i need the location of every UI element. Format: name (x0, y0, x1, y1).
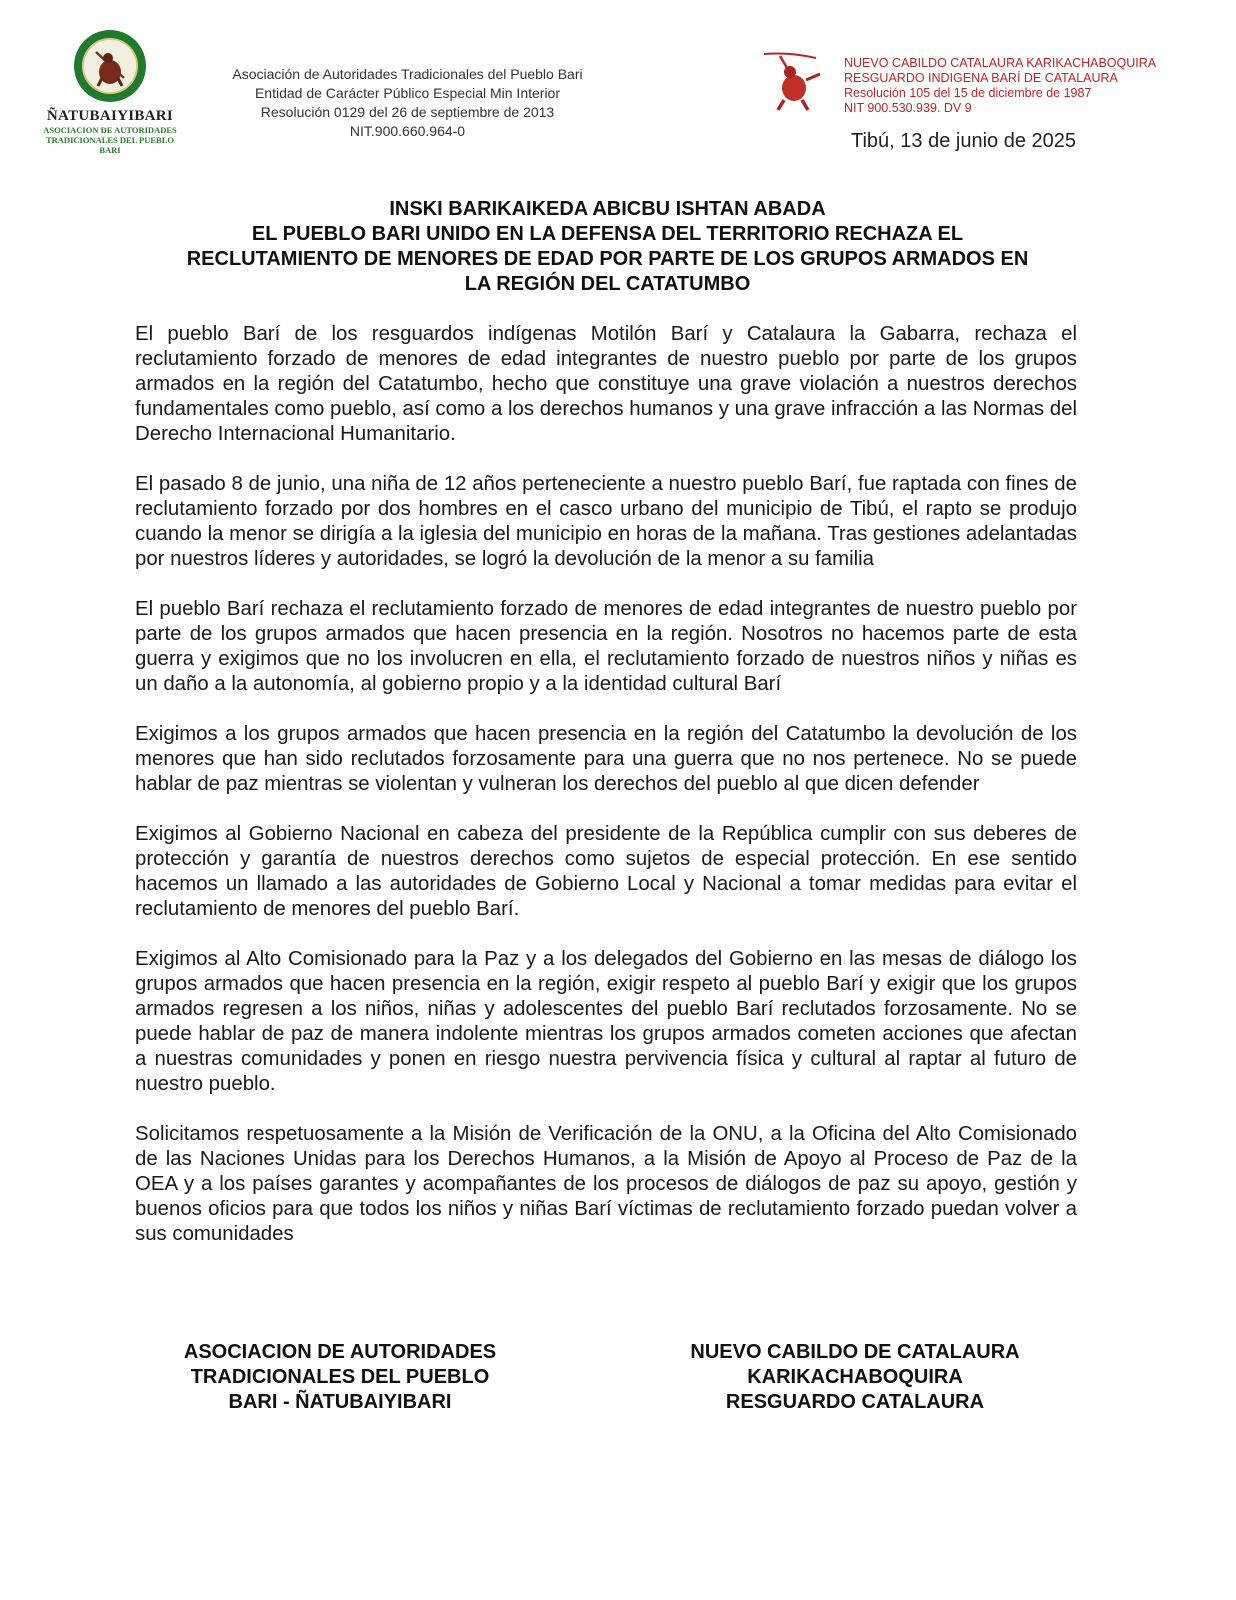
cabildo-resguardo: RESGUARDO INDIGENA BARÍ DE CATALAURA (844, 71, 1118, 85)
signature-line: BARI - ÑATUBAIYIBARI (228, 1391, 452, 1413)
paragraph: Solicitamos respetuosamente a la Misión de Verificación de la ONU, a la Oficina del Alto Comisionado de las Naciones Unidas para los Derechos Humanos, a la Misión de Apoyo al Proceso de Paz de la OEA y a los países garantes y acompañantes de los procesos de diálogos de paz su apoyo, gestión y buenos oficios para que todos los niños y niñas Barí víctimas de reclutamiento forzado puedan volver a sus comunidades (135, 1123, 1077, 1245)
cabildo-logo-icon (760, 50, 832, 112)
paragraph: Exigimos a los grupos armados que hacen presencia en la región del Catatumbo la devolución de los menores que han sido reclutados forzosamente para una guerra que no nos pertenece. No se puede hablar de paz mientras se violentan y vulneran los derechos del pueblo al que dicen defender (135, 723, 1077, 795)
title-line: RECLUTAMIENTO DE MENORES DE EDAD POR PARTE DE LOS GRUPOS ARMADOS EN (186, 248, 1029, 270)
paragraph: Exigimos al Gobierno Nacional en cabeza del presidente de la República cumplir con sus deberes de protección y garantía de nuestros derechos como sujetos de especial protección. En ese sentido hacemos un llamado a las autoridades de Gobierno Local y Nacional a tomar medidas para evitar el reclutamiento de menores del pueblo Barí. (135, 823, 1077, 920)
emblem-icon (72, 28, 148, 104)
paragraph: El pasado 8 de junio, una niña de 12 años perteneciente a nuestro pueblo Barí, fue raptada con fines de reclutamiento forzado por dos hombres en el casco urbano del municipio de Tibú, el rapto se produjo cuando la menor se dirigía a la iglesia del municipio en horas de la mañana. Tras gestiones adelantadas por nuestros líderes y autoridades, se logró la devolución de la menor a su familia (135, 473, 1077, 570)
logo-name: ÑATUBAIYIBARI (46, 108, 174, 124)
logo-subtitle-line2: TRADICIONALES DEL PUEBLO BARI (45, 135, 174, 155)
cabildo-name: NUEVO CABILDO CATALAURA KARIKACHABOQUIRA (844, 56, 1157, 70)
cabildo-nit: NIT 900.530.939. DV 9 (844, 101, 972, 115)
paragraph: El pueblo Barí de los resguardos indígenas Motilón Barí y Catalaura la Gabarra, rechaza el reclutamiento forzado de menores de edad integrantes de nuestro pueblo por parte de los grupos armados en la región del Catatumbo, hecho que constituye una grave violación a nuestros derechos fundamentales como pueblo, así como a los derechos humanos y una grave infracción a las Normas del Derecho Internacional Humanitario. (135, 323, 1077, 445)
logo-subtitle-line1: ASOCIACION DE AUTORIDADES (43, 125, 177, 135)
title-line: LA REGIÓN DEL CATATUMBO (464, 273, 751, 295)
signature-block-right (640, 1340, 1070, 1415)
association-entity: Entidad de Carácter Público Especial Min Interior (254, 85, 561, 101)
signature-line: TRADICIONALES DEL PUEBLO (190, 1366, 490, 1388)
signature-line: NUEVO CABILDO DE CATALAURA (690, 1341, 1020, 1363)
document-body (135, 322, 1077, 1272)
natubaiyibari-logo (40, 28, 180, 155)
association-resolution: Resolución 0129 del 26 de septiembre de 2013 (260, 104, 555, 120)
cabildo-resolution: Resolución 105 del 15 de diciembre de 1987 (844, 86, 1092, 100)
signature-block-left (130, 1340, 550, 1415)
title-line: INSKI BARIKAIKEDA ABICBU ISHTAN ABADA (389, 198, 826, 220)
title-line: EL PUEBLO BARI UNIDO EN LA DEFENSA DEL TERRITORIO RECHAZA EL (251, 223, 964, 245)
signature-line: ASOCIACION DE AUTORIDADES (183, 1341, 497, 1363)
association-header (210, 65, 605, 141)
paragraph: El pueblo Barí rechaza el reclutamiento forzado de menores de edad integrantes de nuestro pueblo por parte de los grupos armados que hacen presencia en la región. Nosotros no hacemos parte de esta guerra y exigimos que no los involucren en ella, el reclutamiento forzado de nuestros niños y niñas es un daño a la autonomía, al gobierno propio y a la identidad cultural Barí (135, 598, 1077, 695)
cabildo-header (844, 56, 1174, 116)
paragraph: Exigimos al Alto Comisionado para la Paz y a los delegados del Gobierno en las mesas de diálogo los grupos armados que hacen presencia en la región, exigir respeto al pueblo Barí y exigir que los grupos armados regresen a los niños, niñas y adolescentes del pueblo Barí reclutados forzosamente. No se puede hablar de paz de manera indolente mientras los grupos armados cometen acciones que afectan a nuestras comunidades y ponen en riesgo nuestra pervivencia física y cultural al raptar al futuro de nuestro pueblo. (135, 948, 1077, 1095)
signature-line: KARIKACHABOQUIRA (747, 1366, 963, 1388)
document-title (130, 197, 1085, 297)
association-nit: NIT.900.660.964-0 (349, 123, 466, 139)
association-name: Asociación de Autoridades Tradicionales del Pueblo Bari (232, 66, 583, 82)
document-date: Tibú, 13 de junio de 2025 (851, 130, 1076, 152)
signature-line: RESGUARDO CATALAURA (725, 1391, 985, 1413)
